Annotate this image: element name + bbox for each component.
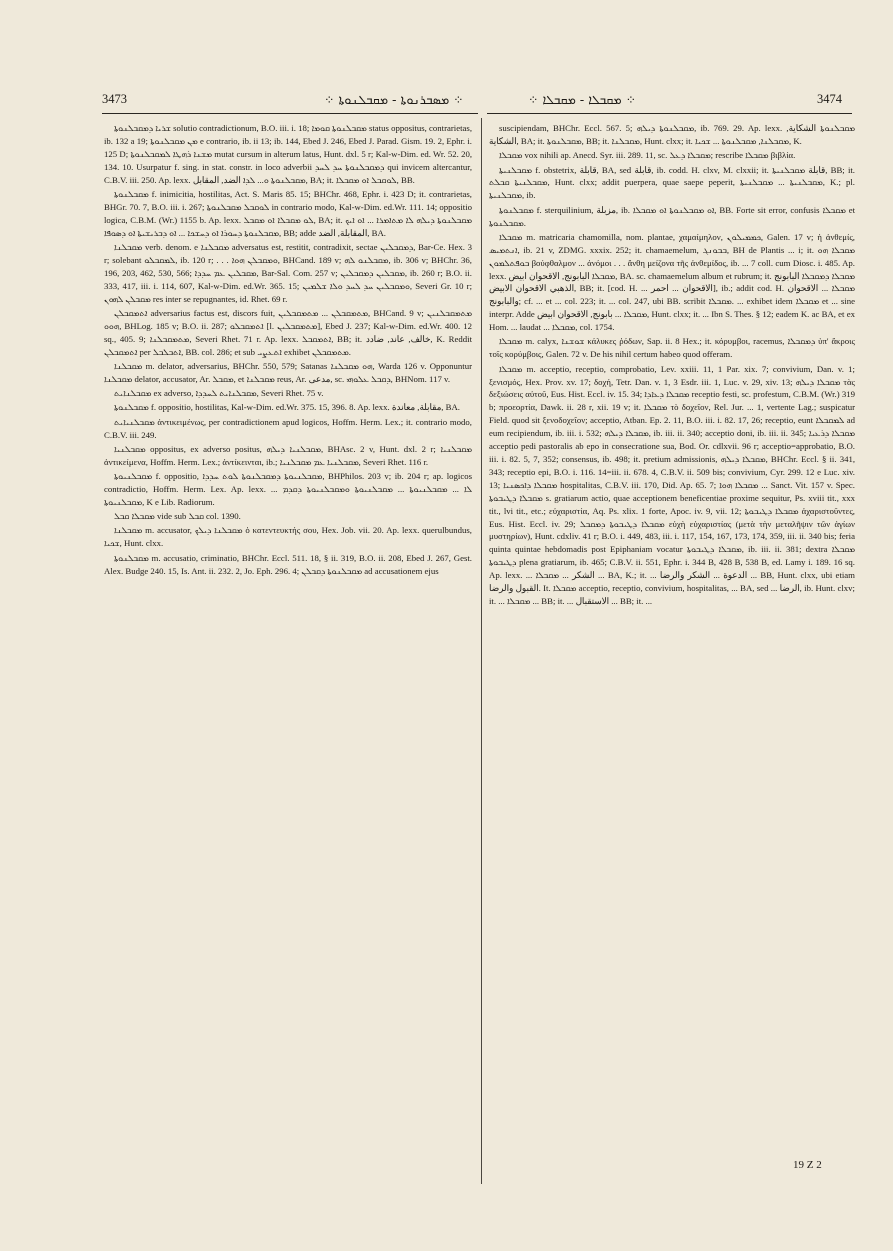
- left-page-number: 3473: [102, 92, 127, 106]
- right-running-head: ⁘ ܡܩܒܠܐ - ܡܩܒܠܐ ⁘: [528, 92, 637, 107]
- entry-paragraph: ܡܩܒܠܢܝܐ oppositus, ex adverso positus, ܡܩܒܠܢܝܐ ܕܝܠܗ, BHAsc. 2 v, Hunt. dxl. 2 r; ܡܩܒܠܢܝܐ ἀντικείμενα, Hoffm. Herm. Lex.; ἀντίκεινται, ib.; ܡܩܒܠܢܝܐ ܥܡ ܡܩܒܠܢܝܐ, Severi Rhet. 116 r.: [104, 443, 472, 467]
- entry-paragraph: ܡܩܒܠܐ m. acceptio, receptio, comprobatio, Lev. xxiii. 11, 1 Par. xix. 7; convivium, Dan. v. 1; ξενισμός, Hex. Prov. xv. 17; δοχή, Tetr. Dan. v. 1, 3 Esdr. iii. 1, Luc. v. 29, xiv. 13; ܡܩܒܠܐ ܕܝܠܗ τὰς δεξιώσεις αὐτοῦ, Eus. Hist. Eccl. iv. 15. 34; ܡܩܒܠܐ ܕܥܐܕܐ receptio festi, sc. profestum, C.B.M. (Wr.) 319 b; προεορτία, Dawk. ii. 28 r, xii. 19 v; it. ܡܩܒܠܐ τὸ δοχεῖον, Rel. Jur. ... 1, vertente Lag.; suspicatur Field. quod sit ξενοδοχεῖον; acceptio, Atban. Ep. 2. 11, B.O. iii. i. 82. 17, 26; receptio, eunt ܠܡܩܒܠܐ ad eum recipiendum, ib. iii. i. 532; ܡܩܒܠܐ ܕܝܠܗ, ib. iii. ii. 340; acceptio doni, ib. iii. ii. 345; ܡܩܒܠܐ ܕܪܥܝܐ acceptio pedi pastoralis ab epo in consecratione sua, Bod. Or. cdlxvii. 96 r; acceptio=approbatio, B.O. iii. i. 82. 5, 7, 352; consensus, ib. 498; it. pretium admissionis, ܡܩܒܠܐ ܕܝܠܗ, BHChr. Eccl. § ii. 341, 343; receptio epi, B.O. i. 116. 14=iii. ii. 678. 4, C.B.V. ii. 509 bis; convivium, Cyr. 299. 12 e Luc. xiv. 13; ܡܩܒܠܐ ܕܐܟܣܢܝܐ hospitalitas, C.B.V. iii. 170, Did. Ap. 65. 7; ܡܩܒܠܐ ܗܘܐ ... Sanct. Vit. 157 v. Spec. ܡܩܒܠܐ ܕܛܝܒܘܬܐ s. gratiarum actio, quae acceptionem beneficentiae proxime sequitur, Ps. xviii tit., xxx tit., lvi tit., etc.; εὐχαριστία, Aq. Ps. xlix. 1 forte, Apoc. iv. 9, vii. 12; ܡܩܒܠܐ ܕܛܝܒܘܬܐ ἀχαριστοῦντες, Eus. Hist. Eccl. iv. 29; ܡܩܒܠܐ ܕܛܝܒܘܬܐ ܕܡܩܒܠ εὐχὴ εὐχαριστίας (μετὰ τὴν μεταλῆψιν τῶν ἁγίων μυστηρίων), Hunt. cdxliv. 41 r; B.O. i. 449, 483, iii. i. 117, 154, 167, 173, 174, 359, iii. ii. 340 bis; feria quinta quintae hebdomadis post Epiphaniam vocatur ܡܩܒܠܐ ܕܛܝܒܘܬܐ, ib. iii. ii. 381; dextra ܡܩܒܠܐ ܕܛܝܒܘܬܐ plena gratiarum, ib. 465; C.B.V. ii. 551, Ephr. i. 344 B, 428 B, 538 B, ed. Lamy i. 189. 16 sq. Ap. lexx. ... الشكر ... ܡܩܒܠܐ ... BA, K.; it. ... الدعوة ... الشكر والرضا ... BB, Hunt. clxx, ubi etiam القبول والرضا. It. ܡܩܒܠܐ acceptio, receptio, convivium, hospitalitas, ... BA, sed ... الرضا, ib. Hunt. clxv; it. ... ܡܩܒܠܐ ... BB; it. ... الاستقبال ... BB; it. ...: [489, 363, 855, 606]
- left-column: [104, 122, 472, 1182]
- entry-paragraph: ܡܩܒܠܢܝܘܬܐ f. oppositio, ܡܩܒܠܢܝܘܬܐ ܕܡܩܒܠܢܘܬܐ ܠܘܬ ܚܕܕܐ, BHPhilos. 203 v; ib. 204 r; ap. logicos contradictio, Hoffm. Herm. Lex. Ap. lexx. ܠܐ ... ܡܩܒܠܢܝܘܬܐ ... ܡܩܒܠܢܝܘܬܐ ܘܡܩܒܠܢܝܘܬܐ ܕܩܕܡ ... ܡܩܒܠܢܝܘܬܐ, K e Lib. Radiorum.: [104, 471, 472, 507]
- right-page-number: 3474: [817, 92, 842, 106]
- entry-paragraph: ܡܩܒܠܢܐ m. delator, adversarius, BHChr. 550, 579; Satanas ܗܘ ܡܩܒܠܢܐ, Warda 126 v. Opponuntur ܡܩܒܠܢܐ delator, accusator, Ar. ܡܩܒܠ, et ܡܩܒܠܢܐ reus, Ar. مدعى, sc. ܕܩܒܠ ܥܠܘܗܝ, BHNom. 117 v.: [104, 360, 472, 384]
- entry-paragraph: ܡܩܒܠܢܝܐܝܬ ἀντικειμένως, per contradictionem apud logicos, Hoffm. Herm. Lex.; it. contrario modo, C.B.V. iii. 249.: [104, 416, 472, 440]
- entry-paragraph: ܡܩܒܠܐ m. calyx, ܫܘܫܢܐ κάλυκες ῥόδων, Sap. ii. 8 Hex.; it. κόρυμβοι, racemus, ܕܡܩܒܠܐ ὑπ' ἄκροις τοῖς κορύμβοις, Galen. 72 v. De his nihil certum habeo quod offeram.: [489, 336, 855, 360]
- entry-paragraph: ܡܩܒܠܢܘܬܐ m. accusatio, criminatio, BHChr. Eccl. 511. 18, § ii. 319, B.O. ii. 208, Ebed J. 267, Gest. Alex. Budge 240. 15, Is. Ant. ii. 232. 2, Jo. Eph. 296. 4; ܡܩܒܠܢܘܬܐ ܕܩܒܠܢ ad accusationem ejus: [104, 552, 472, 576]
- right-column: [489, 122, 855, 1182]
- entry-paragraph: ܫܪܝܐ ܕܡܩܒܠܢܘܬܐ solutio contradictionum, B.O. iii. i. 18; ܡܩܒܠܢܘܬܐ ܩܘܡܐ status oppositus, contrarietas, ib. 132 a 19; ܡܢ ܡܩܒܠܢܘܬܐ e contrario, ib. ii 13; ib. 144, Ebed J. 246, Ebed J. Parad. Gism. 19. 2, Ephr. i. 125 D; ܡܫܢܐ ܪܗܛܐ ܠܡܩܒܠܢܘܬܐ mutat cursum in alterum latus, Hunt. dxl. 5 r; Kal-w-Dim. ed. Wr. 52. 20, 134. 10. Usurpatur f. sing. in stat. constr. in loco adverbii ܕܡܩܒܠܢܘܬܐ ܚܕ ܠܚܕ qui invicem altercantur, C.B.V. iii. 250. Ap. lexx. ܡܩܒܠܢܘܬܐ ܘ... ܠܕܐ الضد, المقابل, BA; it. ܠܘܩܒܠ ܐܘ ܡܩܒܠܐ, BB.: [104, 123, 472, 185]
- signature-mark: 19 Z 2: [793, 1159, 822, 1171]
- entry-paragraph: ܡܩܒܠܢܘܬܐ f. oppositio, hostilitas, Kal-w-Dim. ed.Wr. 375. 15, 396. 8. Ap. lexx. مقابلة, معاندة, BA.: [114, 402, 460, 413]
- entry-paragraph: ܡܩܒܠܢܘܬܐ f. sterquilinium, مزبلة, ib. ܐܘ ܡܩܒܠܢܘܬܐ ܐܘ ܡܩܒܠܐ, BB. Forte sit error, confusis ܡܩܒܠܐ et ܡܩܒܠܢܘܬܐ.: [489, 204, 855, 228]
- right-header-rule: [487, 113, 852, 114]
- entry-paragraph: ܡܩܒܠܐ ܩܒܠ vide sub ܩܒܠ col. 1390.: [114, 511, 241, 522]
- left-header-rule: [102, 113, 478, 114]
- entry-paragraph: suscipiendam, BHChr. Eccl. 567. 5; ܡܩܒܠܢܘܬܐ ܕܝܠܗ, ib. 769. 29. Ap. lexx. ܡܩܒܠܢܘܬܐ الشكاية, الشكاية, BA; it. ܡܩܒܠܢܘܬܐ, BB; it. ܡܩܒܠܢܐ, Hunt. clxx; it. ܡܩܒܠܢܐ, ܡܩܒܠܢܘܬܐ ... ܫܟܝܐ, K.: [489, 123, 855, 146]
- entry-paragraph: ܐܬܡܩܒܠܢ adversarius factus est, discors fuit, ܡܬܡܩܒܠܢ ... ܡܬܡܩܒܠܝܢ, BHCand. 9 v; ܡܬܡܩܒܠܢܝܢ ܗܘܘ, BHLog. 185 v; B.O. ii. 287; ܐܬܡܩܒܠܘ [l. ܡܬܡܩܒܠܝܢ], Ebed J. 237; Kal-w-Dim. ed.Wr. 400. 12 sq., 405. 9; ܡܬܡܩܒܠܢܐ, Severi Rhet. 71 r. Ap. lexx. ܐܬܡܩܒܠ, BB; it. خالف, عاند, ضادد, K. Reddit ܐܬܡܩܒܠܢ per ܐܬܒܠܒܠ, BB. col. 286; et sub ܐܬܥܨܝ exhibet ܡܬܡܩܒܠܢ.: [104, 307, 472, 357]
- entry-paragraph: ܡܩܒܠܢܐܝܬ ex adverso, ܡܩܒܠܢܐܝܬ ܠܚܕܕܐ, Severi Rhet. 75 v.: [114, 388, 324, 399]
- column-divider: [481, 118, 482, 1184]
- entry-paragraph: ܡܩܒܠܢܝܬܐ f. obstetrix, قابلة, BA, sed قابلة, ib. codd. H. clxv, M. clxxii; it. قابلة ܡܩܒܠܢܝܬܐ, BB; it. ܡܩܒܠܢܝܬܐ ܩܒܠܬ, Hunt. clxx; addit puerpera, quae saepe peperit, ܡܩܒܠܢܝܬܐ ... ܡܩܒܠܢܝܬܐ, K.; pl. ܡܩܒܠܢܝܬܐ, ib.: [489, 164, 855, 201]
- entry-paragraph: ܡܩܒܠܢܐ verb. denom. e ܡܩܒܠܢܐ adversatus est, restitit, contradixit, sectae ܕܡܩܒܠܝܢ, Bar-Ce. Hex. 3 r; solebant ܠܡܩܒܠܘ, ib. 120 r; . . . ܘܡܩܒܠܢ ܗܘܐ, BHCand. 189 v; ܡܩܒܠܢܘ ܠܗ, ib. 306 v; BHChr. 36, 196, 203, 462, 530, 566; ܡܩܒܠܝܢ ܥܡ ܚܕܕܐ, Bar-Sal. Com. 257 v; ܡܩܒܠܝܢ ܕܡܩܒܠܝܢ, ib. 260 r; B.O. ii. 333, 417, iii. i. 114, 607, Kal-w-Dim. ed.Wr. 365. 15; ܘܡܩܒܠܝܢ ܚܕ ܠܚܕ ܘܠܐ ܫܠܡܝܢ, Severi Gr. 10 r; ܡܩܒܠܢ ܠܗܘܢ res inter se repugnantes, id. Rhet. 69 r.: [104, 241, 472, 304]
- left-running-head: ⁘ ܡܣܒܪܢܘܬܐ - ܡܩܒܠܢܘܬܐ ⁘: [324, 92, 464, 107]
- entry-paragraph: ܡܩܒܠܢܘܬܐ f. inimicitia, hostilitas, Act. S. Maris 85. 15; BHChr. 468, Ephr. i. 423 D; it. contrarietas, BHGr. 70. 7, B.O. iii. i. 267; ܠܘܩܒܠ ܡܩܒܠܢܘܬܐ in contrario modo, Kal-w-Dim. ed.Wr. 111. 14; oppositio logica, C.B.M. (Wr.) 1155 b. Ap. lexx. ܠܘ ܡܩܒܠܐ ܐܘ ܡܩܒܠ, BA; it. ܡܩܒܠܢܘܬܐ ܕܝܠܗ ܠܐ ܡܬܐܡܪܐ ... ܐܘ ܐܝܟ ܡܩܒܠܢܘܬܐ ܕܚܘܪܐ ܐܘ ܕܚܫܟܐ ... ܐܘ ܕܒܪܝܫܝܬܐ ܐܘ ܕܣܘܦܐ, BB; adde المقابلة, الضد, BA.: [104, 188, 472, 238]
- entry-paragraph: ܡܩܒܠܐ vox nihili ap. Anecd. Syr. iii. 289. 11, sc. ܡܩܒܠܐ ܕܥܠ; rescribe ܡܩܒܠܐ βιβλία.: [499, 150, 796, 161]
- entry-paragraph: ܡܩܒܠܐ m. matricaria chamomilla, nom. plantae, χαμαίμηλον, ܟܡܡܝܠܘܢ, Galen. 17 v; ἡ ἀνθεμίς, ܐܢܬܡܝܣ, ib. 21 v, ZDMG. xxxix. 252; it. chamaemelum, ܒܒܘܢܓ, BH de Plantis ... i; it. ܡܩܒܠܐ ܗܘ ܒܘܦܬܠܡܘܢ βούφθαλμον ... ἀνόμοι . . . ἄνθη μείζονα τῆς ἀνθεμίδος, ib. ... 7 coll. cum Diosc. i. 485. Ap. lexx. ܡܩܒܠܐ البابونج, الاقحوان ابيض, BA. sc. chamaemelum album et rubrum; it. ܡܩܒܠܐ ܕܡܩܒܠܐ البابونج الذهبي الاقحوان الابيض, BB; it. [cod. H. ... الاقحوان ... احمر], ib.; addit cod. H. ܡܩܒܠܐ ... الاقحوان والبابونج; cf. ... et ... col. 223; it. ... col. 247, ubi BB. scribit ܡܩܒܠܐ. ... exhibet idem ܡܩܒܠܐ et ... sine interpr. Adde ܡܩܒܠܐ ... بابونج, الاقحوان ابيض, Hunt. clxx; it. ... Ibn S. Thes. § 12; eadem K. ac BA, et ex Hom. ... laudat ... ܡܩܒܠܐ, col. 1754.: [489, 231, 855, 333]
- entry-paragraph: ܡܩܒܠܢܐ m. accusator, ܡܩܒܠܢܐ ܕܝܠܟ ὁ κατεντευκτής σου, Hex. Job. vii. 20. Ap. lexx. querulbundus, ܫܟܝܐ, Hunt. clxx.: [104, 525, 472, 549]
